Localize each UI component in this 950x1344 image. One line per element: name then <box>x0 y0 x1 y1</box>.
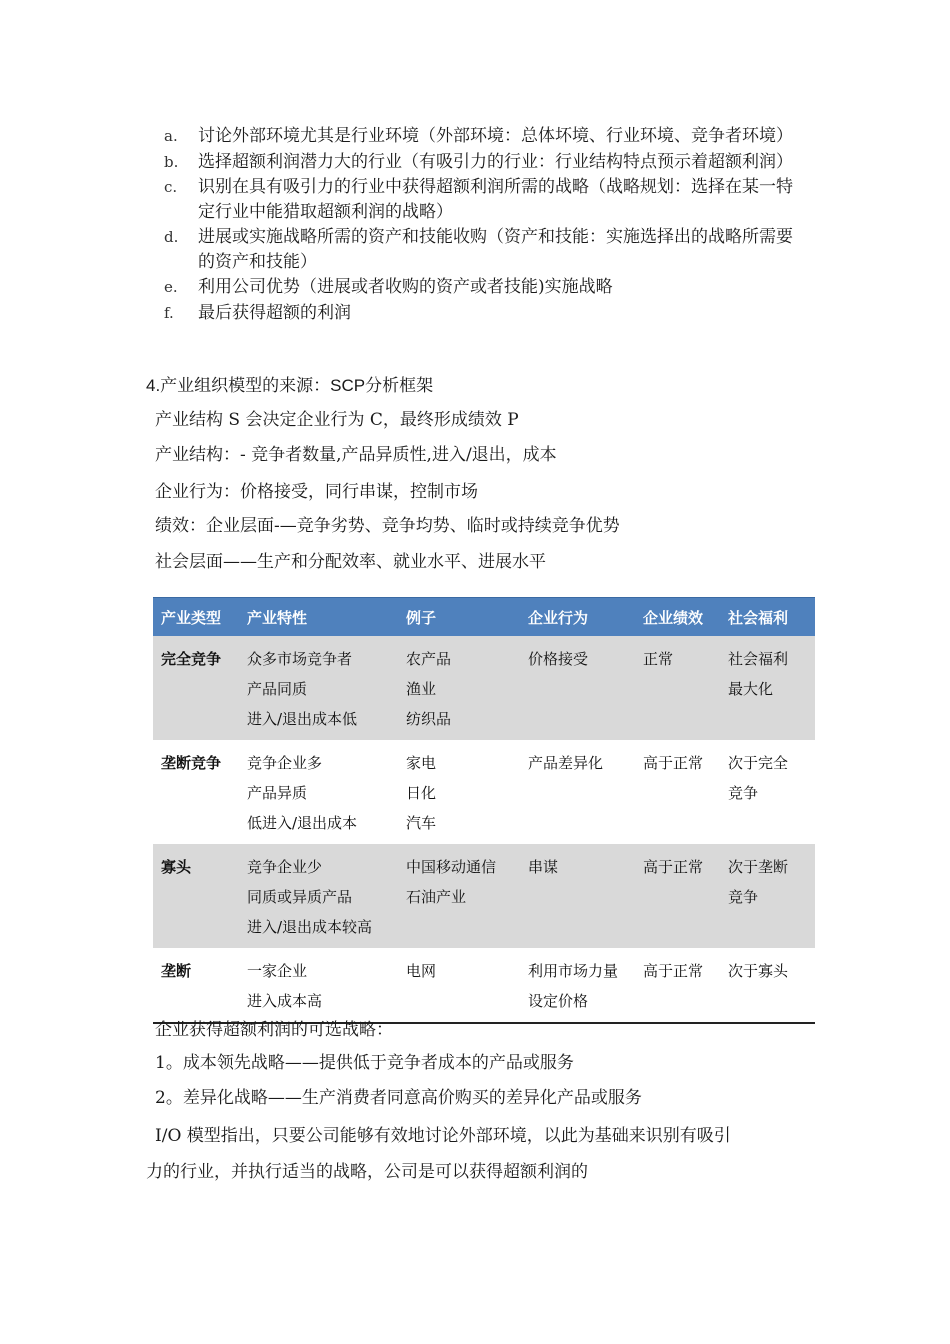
scp-structure-line: 产业结构：- 竞争者数量,产品异质性,进入/退出，成本 <box>155 445 557 465</box>
step-text: 讨论外部环境尤其是行业环境（外部环境：总体坏境、行业环境、竞争者环境） <box>198 126 793 146</box>
step-item <box>160 175 800 224</box>
feature-text: 同质或异质产品 <box>247 888 353 906</box>
scp-line: 产业结构 S 会决定企业行为 C，最终形成绩效 P <box>155 410 519 430</box>
table-row <box>153 948 815 1023</box>
cell-behavior <box>520 948 635 1023</box>
section-heading: 4.产业组织模型的来源：SCP分析框架 <box>146 376 434 395</box>
step-item <box>160 150 800 175</box>
table-header-row <box>153 598 815 637</box>
scp-society-line: 社会层面——生产和分配效率、就业水平、进展水平 <box>155 552 546 572</box>
col-header-examples: 例子 <box>398 598 520 637</box>
step-marker: d. <box>164 228 179 246</box>
steps-list <box>160 124 800 326</box>
feature-text: 进入/退出成本较高 <box>247 918 373 936</box>
col-header-behavior: 企业行为 <box>520 598 635 637</box>
cell-type: 垄断 <box>153 948 239 1023</box>
cell-type: 寡头 <box>153 844 239 948</box>
step-marker: f. <box>164 303 174 322</box>
industry-table <box>153 597 815 1024</box>
cell-performance: 高于正常 <box>635 740 720 844</box>
behavior-text: 设定价格 <box>528 992 589 1010</box>
step-item <box>160 275 800 300</box>
cell-behavior <box>520 844 635 948</box>
col-header-type: 产业类型 <box>153 598 239 637</box>
step-text: 利用公司优势（进展或者收购的资产或者技能)实施战略 <box>198 277 613 297</box>
cell-welfare <box>720 740 815 844</box>
cell-behavior <box>520 636 635 740</box>
col-header-performance: 企业绩效 <box>635 598 720 637</box>
table-row <box>153 844 815 948</box>
step-marker: b. <box>164 152 179 171</box>
feature-text: 进入成本高 <box>247 992 323 1010</box>
cell-performance: 高于正常 <box>635 948 720 1023</box>
welfare-text: 最大化 <box>728 680 774 698</box>
step-item <box>160 124 800 149</box>
cell-behavior <box>520 740 635 844</box>
cell-features <box>239 948 398 1023</box>
example-text: 家电 <box>406 754 437 772</box>
example-text: 石油产业 <box>406 888 467 906</box>
feature-text: 竞争企业多 <box>247 754 323 772</box>
feature-text: 竞争企业少 <box>247 858 323 876</box>
cell-examples <box>398 844 520 948</box>
table-row <box>153 636 815 740</box>
cell-features <box>239 844 398 948</box>
example-text: 纺织品 <box>406 710 452 728</box>
cell-performance: 正常 <box>635 636 720 740</box>
welfare-text: 次于寡头 <box>728 962 789 980</box>
step-item <box>160 301 800 326</box>
welfare-text: 竞争 <box>728 784 759 802</box>
strategy-cost-leadership: 1。成本领先战略——提供低于竞争者成本的产品或服务 <box>155 1053 574 1073</box>
scp-performance-line: 绩效：企业层面-—竞争劣势、竞争均势、临时或持续竞争优势 <box>155 516 620 536</box>
step-marker: c. <box>164 178 178 196</box>
behavior-text: 串谋 <box>528 858 559 876</box>
col-header-features: 产业特性 <box>239 598 398 637</box>
example-text: 农产品 <box>406 650 452 668</box>
welfare-text: 竞争 <box>728 888 759 906</box>
example-text: 渔业 <box>406 680 437 698</box>
strategy-differentiation: 2。差异化战略——生产消费者同意高价购买的差异化产品或服务 <box>155 1088 642 1108</box>
feature-text: 进入/退出成本低 <box>247 710 358 728</box>
step-marker: a. <box>164 127 178 145</box>
example-text: 中国移动通信 <box>406 858 497 876</box>
table-row <box>153 740 815 844</box>
feature-text: 产品异质 <box>247 784 308 802</box>
welfare-text: 次于垄断 <box>728 858 789 876</box>
cell-welfare <box>720 844 815 948</box>
step-item <box>160 225 800 274</box>
cell-type: 完全竞争 <box>153 636 239 740</box>
step-text: 选择超额利润潜力大的行业（有吸引力的行业：行业结构特点预示着超额利润） <box>198 151 793 172</box>
strategies-title: 企业获得超额利润的可选战略： <box>155 1020 393 1040</box>
step-marker: e. <box>164 278 178 296</box>
cell-examples <box>398 636 520 740</box>
cell-performance: 高于正常 <box>635 844 720 948</box>
cell-welfare <box>720 948 815 1023</box>
welfare-text: 次于完全 <box>728 754 789 772</box>
behavior-text: 利用市场力量 <box>528 962 619 980</box>
io-model-line-cont: 力的行业，并执行适当的战略，公司是可以获得超额利润的 <box>146 1162 588 1182</box>
step-text: 识别在具有吸引力的行业中获得超额利润所需的战略（战略规划：选择在某一特定行业中能猎取超额利润的战略） <box>198 177 793 222</box>
cell-examples <box>398 740 520 844</box>
col-header-welfare: 社会福利 <box>720 598 815 637</box>
behavior-text: 产品差异化 <box>528 754 604 772</box>
cell-welfare <box>720 636 815 740</box>
welfare-text: 社会福利 <box>728 650 789 668</box>
cell-type: 垄断竞争 <box>153 740 239 844</box>
cell-features <box>239 636 398 740</box>
behavior-text: 价格接受 <box>528 650 589 668</box>
feature-text: 低进入/退出成本 <box>247 814 358 832</box>
step-text: 最后获得超额的利润 <box>198 302 351 323</box>
cell-examples <box>398 948 520 1023</box>
example-text: 电网 <box>406 962 437 980</box>
io-model-line: I/O 模型指出，只要公司能够有效地讨论外部环境，以此为基础来识别有吸引 <box>155 1126 731 1146</box>
feature-text: 一家企业 <box>247 962 308 980</box>
scp-conduct-line: 企业行为：价格接受，同行串谋，控制市场 <box>155 482 478 502</box>
feature-text: 产品同质 <box>247 680 308 698</box>
example-text: 汽车 <box>406 814 437 832</box>
cell-features <box>239 740 398 844</box>
feature-text: 众多市场竞争者 <box>247 650 353 668</box>
example-text: 日化 <box>406 784 437 802</box>
step-text: 进展或实施战略所需的资产和技能收购（资产和技能：实施选择出的战略所需要的资产和技能） <box>198 227 793 272</box>
